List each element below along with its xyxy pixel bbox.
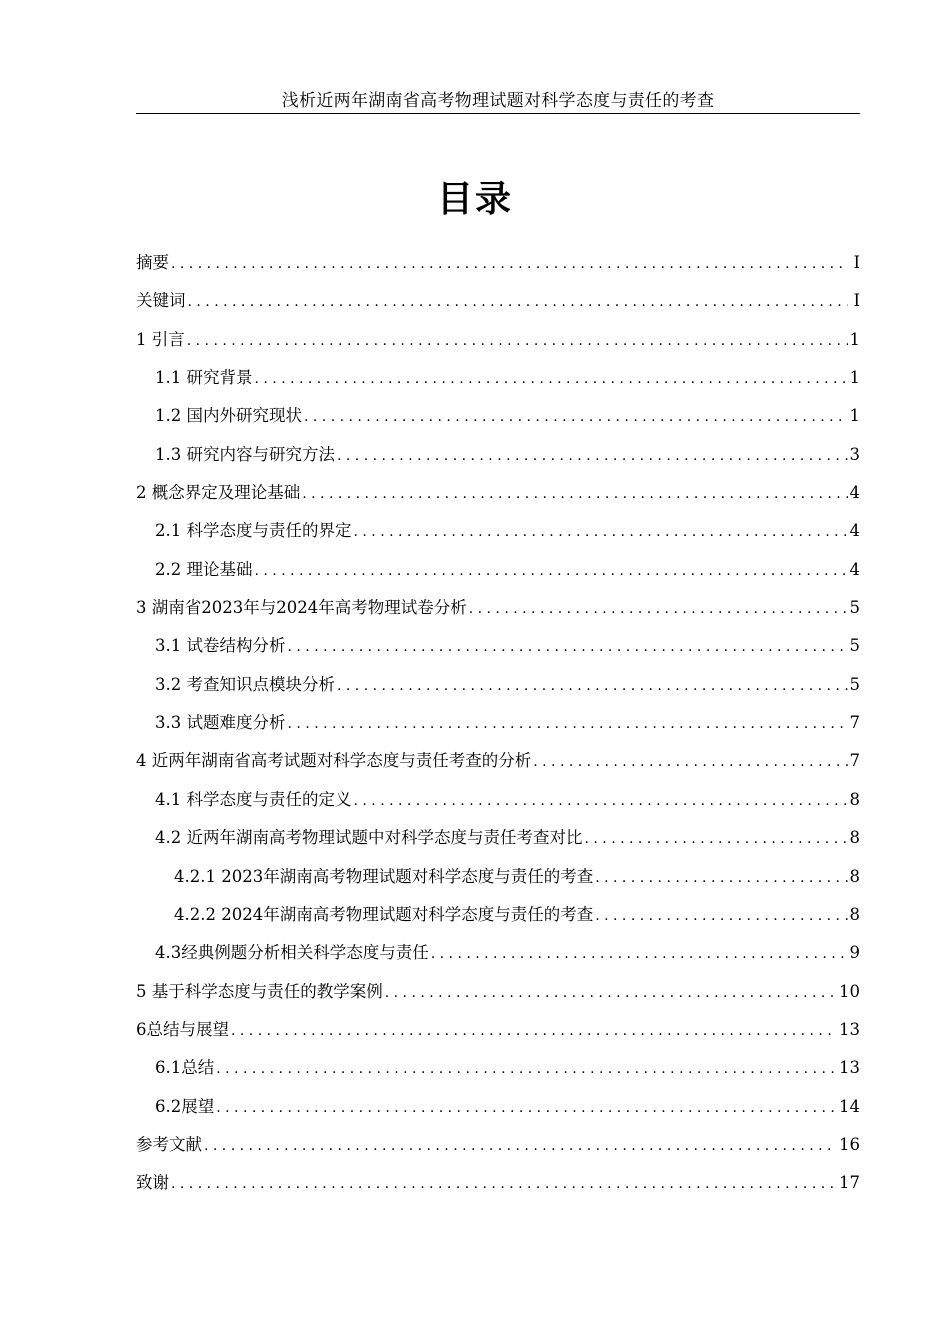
dot-leader [304,398,848,436]
dot-leader [288,628,848,666]
dot-leader [187,322,848,360]
dot-leader [302,475,847,513]
toc-entry-label: 1.1 研究背景 [155,368,253,388]
toc-entry[interactable] [136,704,860,742]
toc-entry[interactable] [136,321,860,359]
dot-leader [171,1165,837,1203]
dot-leader [469,590,848,628]
toc-entry-page: 5 [849,598,860,618]
toc-entry[interactable] [136,666,860,704]
toc-entry-label: 4.3经典例题分析相关科学态度与责任 [155,943,429,963]
toc-entry-page: 1 [849,406,860,426]
toc-entry-page: 7 [849,713,860,733]
toc-entry[interactable] [136,359,860,397]
toc-entry-label: 摘要 [136,253,169,272]
dot-leader [188,283,849,321]
toc-entry-label: 6总结与展望 [136,1019,229,1039]
toc-entry-page: I [853,253,860,272]
toc-entry-label: 参考文献 [136,1134,202,1154]
dot-leader [354,782,848,820]
toc-entry[interactable] [136,244,860,282]
dot-leader [204,1127,837,1165]
toc-entry[interactable] [136,436,860,474]
toc-entry[interactable] [136,282,860,320]
toc-entry-label: 4 近两年湖南省高考试题对科学态度与责任考查的分析 [136,751,532,771]
dot-leader [255,360,848,398]
toc-entry[interactable] [136,1164,860,1202]
toc-entry-page: 16 [839,1134,860,1154]
toc-entry-page: 4 [849,483,860,503]
toc-entry-page: 1 [849,368,860,388]
dot-leader [337,667,848,705]
toc-entry-label: 关键词 [136,291,186,311]
toc-entry[interactable] [136,1011,860,1049]
running-header: 浅析近两年湖南省高考物理试题对科学态度与责任的考查 [281,91,715,111]
toc-entry-page: 5 [849,636,860,656]
toc-entry[interactable] [136,858,860,896]
toc-entry-page: 8 [849,904,860,924]
dot-leader [255,552,848,590]
toc-entry-label: 3.3 试题难度分析 [155,713,286,733]
toc-entry-label: 3 湖南省2023年与2024年高考物理试卷分析 [136,598,467,618]
toc-entry-page: 13 [839,1058,860,1078]
toc-entry-page: 3 [849,444,860,464]
toc-entry-page: I [853,291,860,311]
toc-entry-page: 5 [849,674,860,694]
toc-entry[interactable] [136,1088,860,1126]
toc-entry-page: 14 [839,1096,860,1116]
toc-entry-label: 2.1 科学态度与责任的界定 [155,521,352,541]
dot-leader [385,974,837,1012]
toc-entry-label: 2 概念界定及理论基础 [136,483,301,503]
toc-entry-page: 7 [849,751,860,771]
dot-leader [231,1012,837,1050]
toc-entry-page: 10 [839,981,860,1001]
toc-entry-label: 1 引言 [136,329,185,349]
dot-leader [585,820,848,858]
dot-leader [595,897,847,935]
toc-entry-page: 13 [839,1019,860,1039]
toc-entry[interactable] [136,512,860,550]
toc-entry[interactable] [136,589,860,627]
toc-entry[interactable] [136,781,860,819]
dot-leader [288,705,848,743]
dot-leader [533,743,847,781]
toc-entry-label: 5 基于科学态度与责任的教学案例 [136,981,383,1001]
table-of-contents [136,244,860,1203]
toc-entry-page: 4 [849,559,860,579]
toc-entry-label: 4.1 科学态度与责任的定义 [155,789,352,809]
toc-title: 目录 [436,179,513,220]
toc-entry[interactable] [136,397,860,435]
dot-leader [354,513,848,551]
toc-entry[interactable] [136,1049,860,1087]
toc-entry[interactable] [136,819,860,857]
toc-entry-page: 17 [839,1173,860,1193]
toc-entry-page: 8 [849,789,860,809]
dot-leader [431,935,848,973]
dot-leader [337,437,848,475]
toc-entry-label: 1.2 国内外研究现状 [155,406,302,426]
toc-entry-label: 4.2 近两年湖南高考物理试题中对科学态度与责任考查对比 [155,828,583,848]
toc-entry[interactable] [136,627,860,665]
toc-entry[interactable] [136,934,860,972]
toc-entry-label: 致谢 [136,1173,169,1193]
dot-leader [171,245,848,283]
toc-entry-label: 2.2 理论基础 [155,559,253,579]
toc-entry-label: 3.1 试卷结构分析 [155,636,286,656]
toc-entry-label: 3.2 考查知识点模块分析 [155,674,335,694]
toc-entry[interactable] [136,551,860,589]
toc-entry-label: 4.2.1 2023年湖南高考物理试题对科学态度与责任的考查 [174,866,594,886]
toc-entry-page: 1 [849,329,860,349]
toc-entry[interactable] [136,896,860,934]
toc-entry-label: 6.1总结 [155,1058,215,1078]
header-rule [136,113,860,114]
toc-entry[interactable] [136,1126,860,1164]
toc-entry[interactable] [136,973,860,1011]
toc-entry-label: 6.2展望 [155,1096,215,1116]
toc-entry-label: 1.3 研究内容与研究方法 [155,444,335,464]
toc-entry-page: 8 [849,828,860,848]
toc-entry[interactable] [136,742,860,780]
toc-entry[interactable] [136,474,860,512]
toc-entry-label: 4.2.2 2024年湖南高考物理试题对科学态度与责任的考查 [174,904,594,924]
toc-entry-page: 9 [849,943,860,963]
dot-leader [595,859,847,897]
dot-leader [216,1089,837,1127]
toc-entry-page: 4 [849,521,860,541]
toc-entry-page: 8 [849,866,860,886]
dot-leader [216,1050,837,1088]
